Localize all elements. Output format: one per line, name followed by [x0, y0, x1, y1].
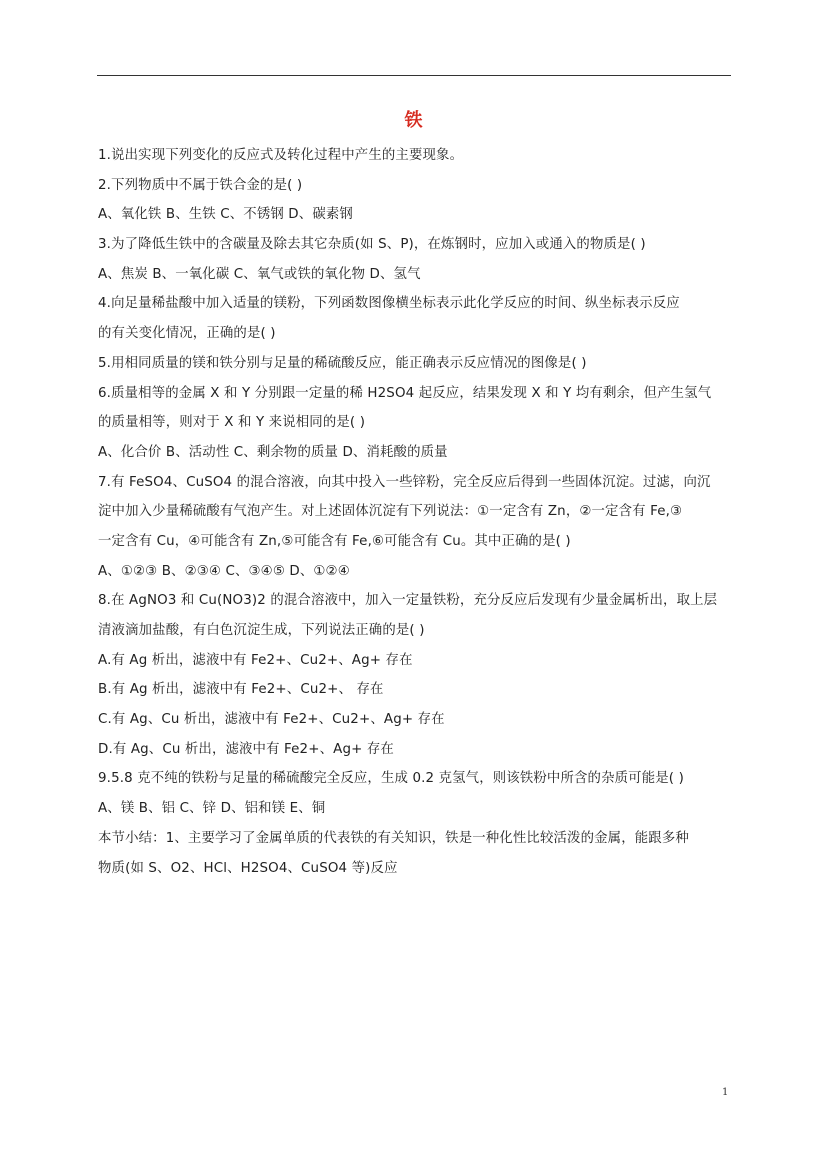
text-line: 6.质量相等的金属 X 和 Y 分别跟一定量的稀 H2SO4 起反应，结果发现 X 和 Y 均有剩余，但产生氢气 [98, 385, 712, 401]
text-line: 5.用相同质量的镁和铁分别与足量的稀硫酸反应，能正确表示反应情况的图像是( ) [98, 355, 587, 371]
page-number: 1 [722, 1087, 729, 1098]
text-line: 9.5.8 克不纯的铁粉与足量的稀硫酸完全反应，生成 0.2 克氢气，则该铁粉中所含的杂质可能是( ) [98, 771, 684, 787]
text-line: 的质量相等，则对于 X 和 Y 来说相同的是( ) [98, 415, 366, 431]
text-line: B.有 Ag 析出，滤液中有 Fe2+、Cu2+、 存在 [98, 682, 384, 698]
text-line: A.有 Ag 析出，滤液中有 Fe2+、Cu2+、Ag+ 存在 [98, 652, 413, 668]
text-line: 本节小结：1、主要学习了金属单质的代表铁的有关知识，铁是一种化性比较活泼的金属，能跟多种 [98, 830, 689, 846]
text-line: 2.下列物质中不属于铁合金的是( ) [98, 177, 303, 193]
text-line: 物质(如 S、O2、HCl、H2SO4、CuSO4 等)反应 [98, 860, 398, 876]
text-line: C.有 Ag、Cu 析出，滤液中有 Fe2+、Cu2+、Ag+ 存在 [98, 712, 445, 728]
text-line: 1.说出实现下列变化的反应式及转化过程中产生的主要现象。 [98, 148, 464, 163]
text-line: 4.向足量稀盐酸中加入适量的镁粉，下列函数图像横坐标表示此化学反应的时间、纵坐标表示反应 [98, 296, 680, 312]
text-line: D.有 Ag、Cu 析出，滤液中有 Fe2+、Ag+ 存在 [98, 741, 394, 757]
text-line: 7.有 FeSO4、CuSO4 的混合溶液，向其中投入一些锌粉，完全反应后得到一些固体沉淀。过滤，向沉 [98, 474, 711, 490]
text-line: 淀中加入少量稀硫酸有气泡产生。对上述固体沉淀有下列说法：①一定含有 Zn，②一定含有 Fe,③ [98, 504, 683, 520]
page-title: 铁 [404, 110, 423, 131]
header-rule [97, 75, 731, 76]
text-line: 8.在 AgNO3 和 Cu(NO3)2 的混合溶液中，加入一定量铁粉，充分反应后发现有少量金属析出，取上层 [98, 593, 718, 609]
text-line: 3.为了降低生铁中的含碳量及除去其它杂质(如 S、P)，在炼钢时，应加入或通入的物质是( ) [98, 237, 646, 253]
text-line: A、①②③ B、②③④ C、③④⑤ D、①②④ [98, 563, 350, 579]
text-line: A、化合价 B、活动性 C、剩余物的质量 D、消耗酸的质量 [98, 444, 448, 460]
text-line: 清液滴加盐酸，有白色沉淀生成，下列说法正确的是( ) [98, 623, 425, 638]
text-line: A、镁 B、铝 C、锌 D、铝和镁 E、铜 [98, 801, 326, 817]
text-line: A、氧化铁 B、生铁 C、不锈钢 D、碳素钢 [98, 207, 353, 223]
document-body [98, 141, 738, 883]
text-line: A、焦炭 B、一氧化碳 C、氧气或铁的氧化物 D、氢气 [98, 266, 421, 282]
text-line: 一定含有 Cu，④可能含有 Zn,⑤可能含有 Fe,⑥可能含有 Cu。其中正确的是( ) [98, 533, 571, 549]
text-line: 的有关变化情况，正确的是( ) [98, 326, 276, 342]
